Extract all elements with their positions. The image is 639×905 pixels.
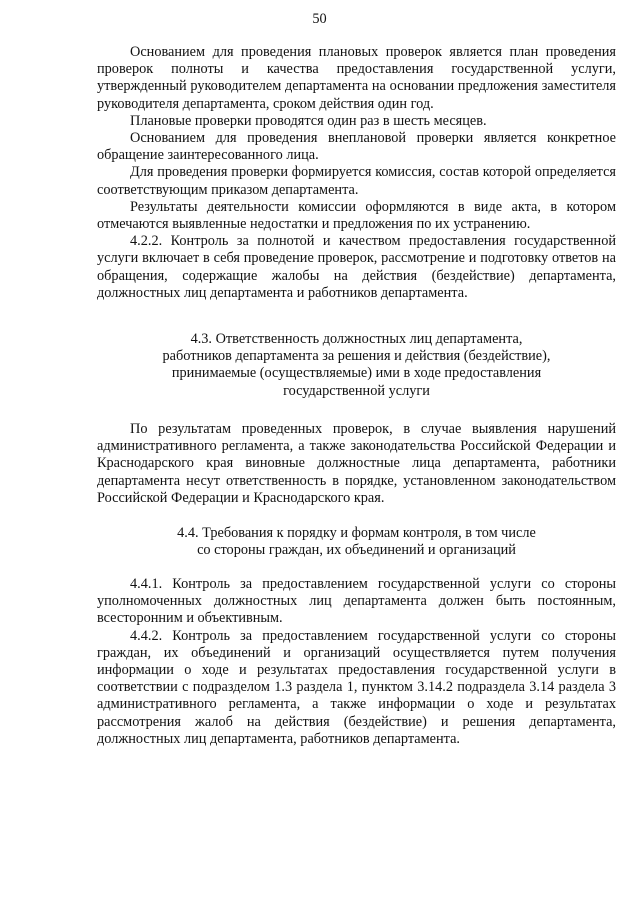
section-4-3-text [97,421,616,507]
paragraph: Результаты деятельности комиссии оформляются в виде акта, в котором отмечаются выявленные недостатки и предложения по их устранению. [97,198,616,233]
heading-line: принимаемые (осуществляемые) ими в ходе предоставления [171,365,542,382]
paragraph: Основанием для проведения внеплановой проверки является конкретное обращение заинтересованного лица. [97,130,616,164]
paragraph: 4.4.1. Контроль за предоставлением государственной услуги со стороны уполномоченных должностных лиц департамента должен быть постоянным, всесторонним и объективным. [97,576,616,627]
section-4-2-text [97,44,616,302]
paragraph: По результатам проведенных проверок, в случае выявления нарушений административного регламента, а также законодательства Российской Федерации и Краснодарского края виновные должностные лица департамента, работники департамента несут ответственность в порядке, установленном законодательством Российской Федерации и Краснодарского края. [97,421,616,506]
paragraph: Плановые проверки проводятся один раз в шесть месяцев. [130,112,487,129]
paragraph: Основанием для проведения плановых проверок является план проведения проверок полноты и качества предоставления государственной услуги, утвержденный руководителем департамента на основании предложения заместителя руководителя департамента, сроком действия один год. [97,44,616,112]
section-4-3-heading [97,331,616,400]
page-number: 50 [312,11,327,27]
section-4-4-heading [97,525,616,559]
heading-line: государственной услуги [283,382,430,399]
section-4-4-text [97,576,616,748]
heading-line: работников департамента за решения и действия (бездействие), [162,348,551,365]
heading-line: 4.4. Требования к порядку и формам контроля, в том числе [177,525,536,541]
paragraph: 4.4.2. Контроль за предоставлением государственной услуги со стороны граждан, их объединений и организаций осуществляется путем получения информации о ходе и результатах предоставления государственной услуги в соответствии с подразделом 1.3 раздела 1, пунктом 3.14.2 подраздела 3.14 раздела 3 административного регламента, а также информации о ходе и результатах рассмотрения жалоб на действия (бездействие) и решения департамента, должностных лиц департамента, работников департамента. [97,627,616,747]
heading-line: со стороны граждан, их объединений и организаций [197,542,516,559]
heading-line: 4.3. Ответственность должностных лиц департамента, [190,331,523,347]
paragraph: 4.2.2. Контроль за полнотой и качеством предоставления государственной услуги включает в себя проведение проверок, рассмотрение и подготовку ответов на обращения, содержащие жалобы на действия (бездействие) департамента, должностных лиц департамента и работников департамента. [97,233,616,301]
paragraph: Для проведения проверки формируется комиссия, состав которой определяется соответствующим приказом департамента. [97,164,616,198]
